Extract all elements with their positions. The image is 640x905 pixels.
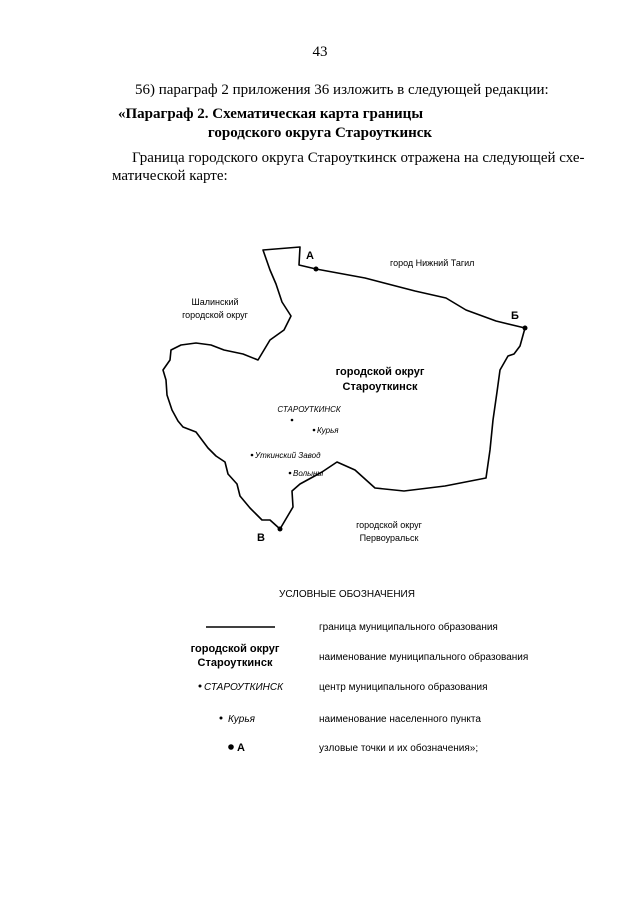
node-point-b: [523, 326, 528, 331]
legend-settlement-dot: [220, 717, 223, 720]
settlement-center-dot: [291, 419, 294, 422]
settlement-center-label: СТАРОУТКИНСК: [277, 405, 341, 414]
section-heading-line2: городского округа Староуткинск: [207, 125, 433, 141]
node-point-v: [278, 527, 283, 532]
legend-center-dot: [199, 685, 202, 688]
legend-desc-district: наименование муниципального образования: [319, 652, 529, 663]
district-name-line1: городской округ: [335, 366, 425, 378]
page-number: 43: [312, 44, 328, 60]
settlement-volyny-label: Волыны: [293, 469, 324, 478]
neighbor-north-label: город Нижний Тагил: [390, 258, 475, 268]
settlement-utkinsky-label: Уткинский Завод: [255, 451, 321, 460]
section-heading-line1: «Параграф 2. Схематическая карта границы: [118, 106, 424, 122]
node-label-a: А: [306, 250, 314, 262]
legend-desc-node: узловые точки и их обозначения»;: [319, 743, 479, 754]
district-name-line2: Староуткинск: [342, 381, 418, 393]
neighbor-south-label-line1: городской округ: [356, 520, 422, 530]
node-label-v: В: [257, 532, 265, 544]
legend-symbol-district-line1: городской округ: [190, 643, 280, 655]
body-text-line1: Граница городского округа Староуткинск отражена на следующей схе-: [132, 150, 585, 166]
legend-symbol-settlement: Курья: [228, 714, 255, 725]
legend-desc-center: центр муниципального образования: [319, 682, 488, 693]
settlement-kurya-label: Курья: [317, 426, 339, 435]
settlement-kurya-dot: [313, 429, 316, 432]
legend-symbol-node: А: [237, 742, 245, 754]
node-label-b: Б: [511, 310, 519, 322]
legend-node-dot: [228, 744, 234, 750]
neighbor-south-label-line2: Первоуральск: [359, 533, 419, 543]
neighbor-west-label-line1: Шалинский: [191, 297, 239, 307]
legend-desc-boundary: граница муниципального образования: [319, 622, 498, 633]
node-point-a: [314, 267, 319, 272]
amendment-instruction: 56) параграф 2 приложения 36 изложить в следующей редакции:: [135, 82, 549, 98]
legend-desc-settlement: наименование населенного пункта: [319, 714, 481, 725]
neighbor-west-label-line2: городской округ: [182, 310, 248, 320]
body-text-line2: матической карте:: [112, 168, 228, 184]
legend-symbol-center: СТАРОУТКИНСК: [204, 682, 283, 693]
legend-symbol-district-line2: Староуткинск: [197, 657, 273, 669]
settlement-volyny-dot: [289, 472, 292, 475]
legend-title: УСЛОВНЫЕ ОБОЗНАЧЕНИЯ: [279, 589, 415, 600]
settlement-utkinsky-dot: [251, 454, 254, 457]
